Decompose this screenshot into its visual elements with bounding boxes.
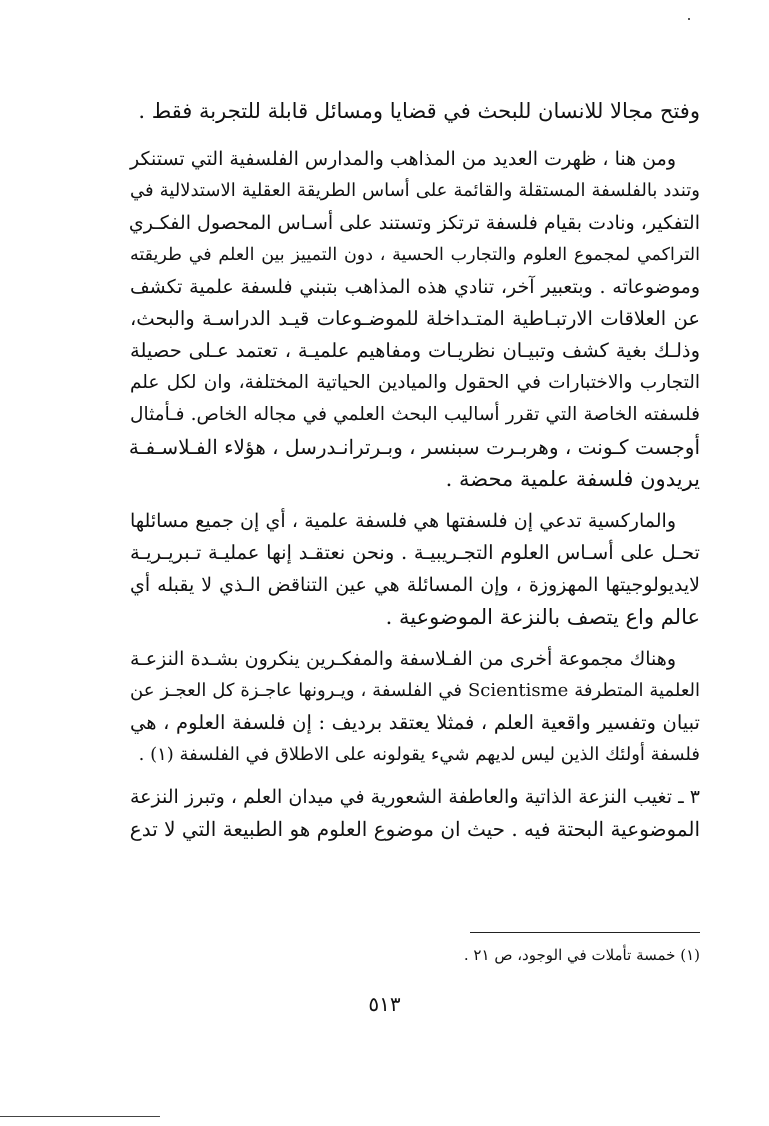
text-line: التراكمي لمجموع العلوم والتجارب الحسية ، دون التمييز بين العلم في طريقته xyxy=(130,245,700,265)
text-line: وهناك مجموعة أخرى من الفـلاسفة والمفكـرين ينكرون بشـدة النزعـة xyxy=(130,648,676,670)
page-number: ٥١٣ xyxy=(368,992,401,1016)
text-line: أوجست كـونت ، وهربـرت سبنسر ، وبـرترانـدرسل ، هؤلاء الفـلاسـفـة xyxy=(128,435,700,459)
paragraph-3 xyxy=(130,505,700,633)
page-body xyxy=(130,95,700,855)
paragraph-5 xyxy=(130,781,700,845)
text-line: وتندد بالفلسفة المستقلة والقائمة على أساس الطريقة العقلية الاستدلالية في xyxy=(130,180,700,201)
paragraph-4 xyxy=(130,643,700,771)
paragraph-2 xyxy=(130,143,700,495)
text-line: التفكير، ونادت بقيام فلسفة ترتكز وتستند على أسـاس المحصول الفكـري xyxy=(128,212,700,234)
paragraph-1 xyxy=(130,95,700,127)
text-line: العلمية المتطرفة Scientisme في الفلسفة ، ويـرونها عاجـزة كل العجـز عن xyxy=(130,680,700,701)
scan-edge-line xyxy=(0,1116,160,1117)
text-line: لايديولوجيتها المهزوزة ، وإن المسائلة هي عين التناقض الـذي لا يقبله أي xyxy=(130,574,700,596)
text-line: عالم واع يتصف بالنزعة الموضوعية . xyxy=(385,605,700,629)
text-line: تبيان وتفسير واقعية العلم ، فمثلا يعتقد برديف : إن فلسفة العلوم ، هي xyxy=(130,711,700,734)
text-line: والماركسية تدعي إن فلسفتها هي فلسفة علمية ، أي إن جميع مسائلها xyxy=(130,510,676,532)
text-line: الموضوعية البحتة فيه . حيث ان موضوع العلوم هو الطبيعة التي لا تدع xyxy=(129,817,700,841)
text-line: ومن هنا ، ظهرت العديد من المذاهب والمدارس الفلسفية التي تستنكر xyxy=(130,148,676,170)
text-line: ٣ ـ تغيب النزعة الذاتية والعاطفة الشعورية في ميدان العلم ، وتبرز النزعة xyxy=(130,786,700,808)
text-line: التجارب والاختبارات في الحقول والميادين الحياتية المختلفة، وان لكل علم xyxy=(130,372,700,393)
text-line: فلسفة أولئك الذين ليس لديهم شيء يقولونه على الاطلاق في الفلسفة (١) . xyxy=(138,744,700,765)
footnote: (١) خمسة تأملات في الوجود، ص ٢١ . xyxy=(463,946,700,964)
text-line: عن العلاقات الارتبـاطية المتـداخلة للموضـوعات قيـد الدراسـة والبحث، xyxy=(130,307,700,330)
text-line: وذلـك بغية كشف وتبيـان نظريـات ومفاهيم علميـة ، تعتمد عـلى حصيلة xyxy=(130,339,700,362)
text-line: فلسفته الخاصة التي تقرر أساليب البحث العلمي في مجاله الخاص. فـأمثال xyxy=(130,404,700,425)
text-line: وفتح مجالا للانسان للبحث في قضايا ومسائل قابلة للتجربة فقط . xyxy=(138,99,700,123)
text-line: وموضوعاته . وبتعبير آخر، تنادي هذه المذاهب بتبني فلسفة علمية تكشف xyxy=(130,276,700,298)
footnote-divider xyxy=(470,932,700,933)
text-line: يريدون فلسفة علمية محضة . xyxy=(445,467,700,491)
text-line: تحـل على أسـاس العلوم التجـريبيـة . ونحن نعتقـد إنها عمليـة تـبريـريـة xyxy=(130,541,700,564)
scan-speck xyxy=(688,18,690,20)
